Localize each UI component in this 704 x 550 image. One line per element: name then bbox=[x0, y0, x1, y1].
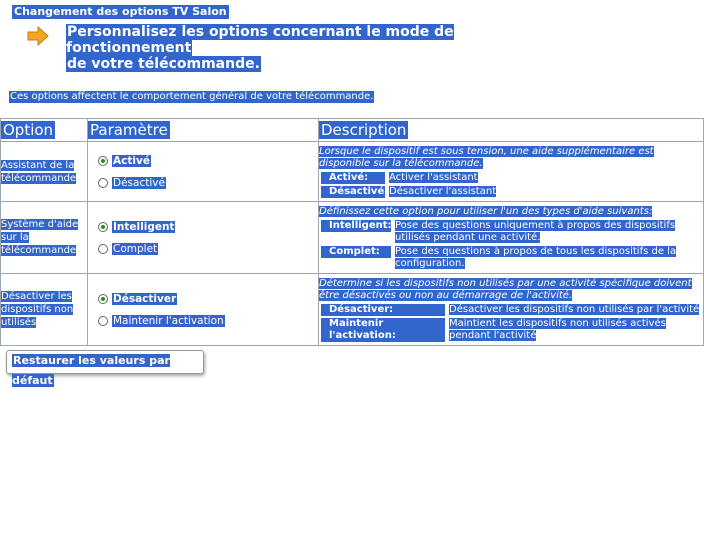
radio-active[interactable] bbox=[88, 150, 318, 172]
radio-desactiver[interactable] bbox=[88, 288, 318, 310]
radio-selected-icon[interactable] bbox=[98, 294, 108, 304]
option-name: Système d'aide sur la télécommande bbox=[1, 202, 88, 274]
description-lead: Définissez cette option pour utiliser l'un des types d'aide suivants: bbox=[319, 205, 653, 217]
table-row-assistant bbox=[1, 142, 704, 202]
restore-defaults-button[interactable] bbox=[6, 350, 204, 387]
parameter-cell bbox=[88, 202, 319, 274]
definition-term: Activé: bbox=[321, 172, 385, 184]
headline-line-1: Personnalisez les options concernant le mode de fonctionnement bbox=[66, 24, 454, 56]
definition-text: Pose des questions uniquement à propos des dispositifs utilisés pendant une activité. bbox=[395, 219, 676, 243]
definition-text: Activer l'assistant bbox=[389, 171, 478, 183]
description-lead: Lorsque le dispositif est sous tension, une aide supplémentaire est disponible sur la télécommande. bbox=[319, 145, 654, 169]
definition-term: Maintenir l'activation: bbox=[321, 318, 445, 342]
option-name: Assistant de la télécommande bbox=[1, 142, 88, 202]
radio-label[interactable]: Complet bbox=[113, 242, 158, 255]
parameter-cell bbox=[88, 274, 319, 346]
description-cell bbox=[319, 142, 704, 202]
definition-term: Désactiver: bbox=[321, 304, 445, 316]
arrow-right-icon bbox=[26, 25, 50, 47]
headline bbox=[66, 24, 576, 72]
header-option: Option bbox=[1, 119, 88, 142]
radio-complet[interactable] bbox=[88, 238, 318, 260]
description-cell bbox=[319, 202, 704, 274]
radio-label[interactable]: Désactivé bbox=[113, 176, 165, 189]
radio-label[interactable]: Maintenir l'activation bbox=[113, 314, 224, 327]
description-lead: Détermine si les dispositifs non utilisés par une activité spécifique doivent être désactivés ou non au démarrage de l'activité. bbox=[319, 277, 692, 301]
radio-selected-icon[interactable] bbox=[98, 222, 108, 232]
header-description: Description bbox=[319, 119, 704, 142]
definition-text: Maintient les dispositifs non utilisés activés pendant l'activité bbox=[449, 317, 666, 341]
radio-label[interactable]: Activé bbox=[113, 154, 150, 167]
header-parametre: Paramètre bbox=[88, 119, 319, 142]
definition-text: Désactiver l'assistant bbox=[389, 185, 497, 197]
radio-disabled[interactable] bbox=[88, 172, 318, 194]
option-name: Désactiver les dispositifs non utilisés bbox=[1, 274, 88, 346]
definition-term: Désactivé: bbox=[321, 186, 385, 198]
radio-label[interactable]: Désactiver bbox=[113, 292, 177, 305]
page-title: Changement des options TV Salon bbox=[14, 5, 227, 18]
table-row-disable-unused bbox=[1, 274, 704, 346]
restore-defaults-label[interactable]: Restaurer les valeurs par défaut bbox=[12, 354, 170, 387]
radio-unselected-icon[interactable] bbox=[98, 316, 108, 326]
table-header-row bbox=[1, 119, 704, 142]
description-cell bbox=[319, 274, 704, 346]
table-row-help-system bbox=[1, 202, 704, 274]
radio-selected-icon[interactable] bbox=[98, 156, 108, 166]
intro-text: Ces options affectent le comportement général de votre télécommande. bbox=[10, 91, 374, 102]
definition-text: Pose des questions à propos de tous les dispositifs de la configuration. bbox=[395, 245, 677, 269]
headline-line-2: de votre télécommande. bbox=[67, 56, 260, 72]
radio-maintenir[interactable] bbox=[88, 310, 318, 332]
definition-term: Intelligent: bbox=[321, 220, 391, 232]
options-table bbox=[0, 118, 704, 346]
radio-intelligent[interactable] bbox=[88, 216, 318, 238]
parameter-cell bbox=[88, 142, 319, 202]
radio-unselected-icon[interactable] bbox=[98, 244, 108, 254]
definition-term: Complet: bbox=[321, 246, 391, 258]
radio-label[interactable]: Intelligent bbox=[113, 220, 175, 233]
radio-unselected-icon[interactable] bbox=[98, 178, 108, 188]
definition-text: Désactiver les dispositifs non utilisés par l'activité bbox=[449, 303, 700, 315]
